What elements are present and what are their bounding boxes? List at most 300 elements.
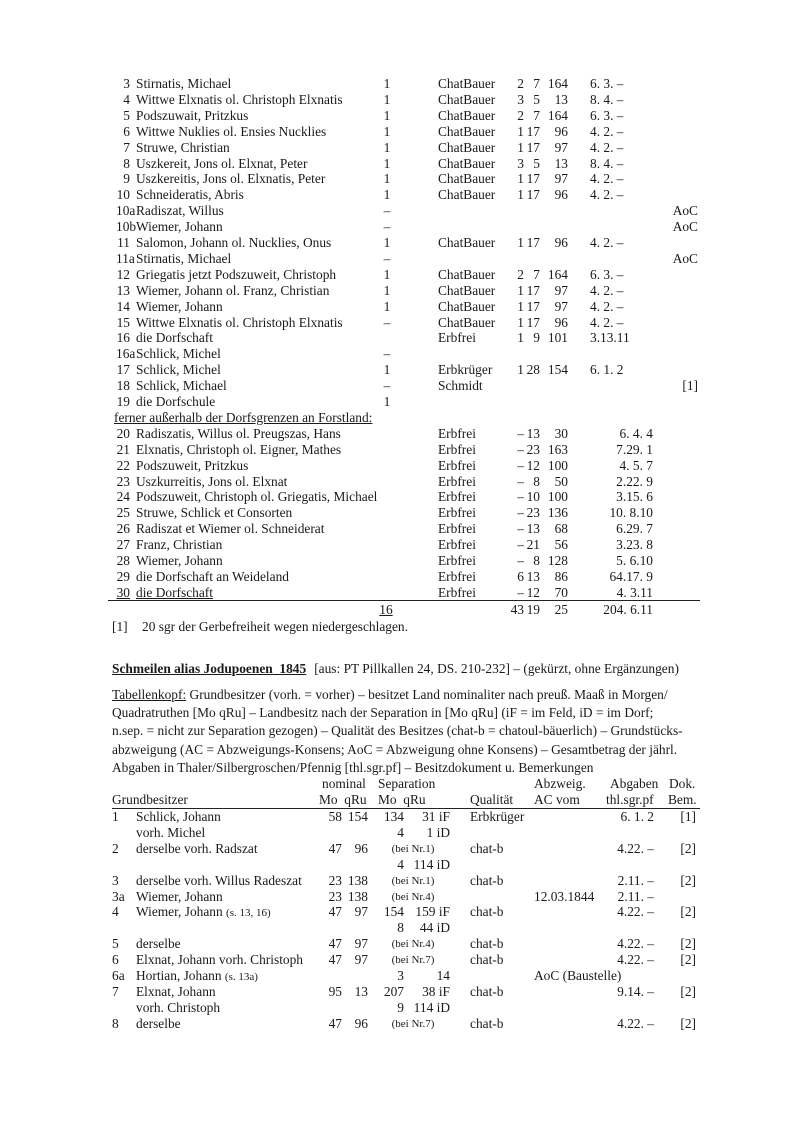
document-remark: [2] — [680, 1015, 696, 1031]
separation-ruthen: 1 iD — [426, 824, 450, 840]
area-b: 5 — [533, 91, 540, 107]
hufe-count: – — [383, 250, 391, 266]
area-b: 12 — [526, 457, 540, 473]
owner-name: Radiszatis, Willus ol. Preugszas, Hans — [136, 425, 341, 441]
area-morgen: – — [517, 537, 524, 553]
row-number: 4 — [123, 91, 130, 107]
hufe-count: 1 — [383, 139, 391, 155]
row-number: 5 — [112, 936, 119, 952]
quality: Erbfrei — [438, 521, 476, 537]
owner-name — [136, 984, 216, 1000]
nominal-ruthen: 97 — [354, 904, 368, 920]
quality: Erbfrei — [438, 473, 476, 489]
dues: 4. 2. – — [590, 139, 624, 155]
table-row — [0, 330, 800, 346]
dues: 6. 4. 4 — [619, 425, 653, 441]
area-morgen: 1 — [517, 330, 524, 346]
document-remark: [2] — [680, 904, 696, 920]
area-b: 17 — [526, 187, 540, 203]
remark: AoC — [672, 203, 698, 219]
table-rule — [108, 600, 700, 601]
description-line — [112, 759, 712, 777]
row-number: 22 — [116, 457, 130, 473]
separation-morgen: 9 — [397, 999, 404, 1015]
area-ruthen: 164 — [547, 76, 568, 91]
quality: Erbfrei — [438, 505, 476, 521]
header-doc-remarks: Bem. — [668, 792, 697, 807]
description-text: n.sep. = nicht zur Separation gezogen) – Qualität des Besitzes (chat-b = chatoul-bäuerlich) – Grundstücks- — [112, 723, 683, 739]
area-b: 7 — [533, 266, 540, 282]
separation-reference: (bei Nr.1) — [391, 842, 435, 855]
table-row — [0, 251, 800, 267]
table-header-row-2 — [0, 792, 800, 808]
quality: ChatBauer — [438, 235, 496, 250]
owner-name: Wiemer, Johann — [136, 219, 223, 235]
owner-name-text: Wiemer, Johann — [136, 888, 223, 904]
separation-ruthen: 38 iF — [422, 983, 450, 999]
area-ruthen: 96 — [554, 235, 568, 250]
quality: Erbfrei — [438, 489, 476, 505]
owner-name: Franz, Christian — [136, 537, 223, 553]
area-b: 7 — [533, 76, 540, 91]
area-b: 21 — [526, 537, 540, 553]
separation-reference: (bei Nr.4) — [391, 938, 435, 951]
area-ruthen: 164 — [547, 266, 568, 282]
area-morgen: 3 — [517, 155, 524, 171]
document-remark: [2] — [680, 983, 696, 999]
nominal-morgen: 47 — [328, 936, 342, 952]
owner-name: Radiszat et Wiemer ol. Schneiderat — [136, 521, 325, 537]
owner-name: Podszuweit, Pritzkus — [136, 457, 249, 473]
dues: 4. 2. – — [590, 298, 624, 314]
remark: AoC — [672, 219, 698, 235]
row-number: 17 — [116, 362, 130, 378]
area-b: 13 — [526, 521, 540, 537]
separation-morgen: 134 — [383, 809, 404, 824]
hufe-count: 1 — [383, 171, 391, 187]
description-text: abzweigung (AC = Abzweigungs-Konsens; AoC = Abzweigung ohne Konsens) – Gesamtbetrag der jährl. — [112, 741, 678, 757]
dues: 2.11. – — [617, 888, 654, 904]
area-ruthen: 30 — [554, 425, 568, 441]
row-number: 3 — [112, 872, 119, 888]
dues: 4. 2. – — [590, 171, 624, 187]
hufe-count: – — [383, 203, 391, 219]
nominal-morgen: 23 — [328, 872, 342, 888]
table-row — [0, 267, 800, 283]
dues: 6. 3. – — [590, 107, 624, 123]
owner-name: Schlick, Michel — [136, 346, 221, 362]
document-remark: [2] — [680, 936, 696, 952]
separation-ruthen: 159 iF — [415, 904, 450, 920]
owner-name: Schlick, Michel — [136, 362, 221, 378]
owner-name — [136, 889, 223, 905]
area-ruthen: 86 — [554, 568, 568, 584]
area-ruthen: 13 — [554, 155, 568, 171]
quality: Erbfrei — [438, 425, 476, 441]
nominal-ruthen: 96 — [354, 840, 368, 856]
area-morgen: – — [517, 521, 524, 537]
dues: 8. 4. – — [590, 91, 624, 107]
area-ruthen: 154 — [547, 362, 568, 378]
area-morgen: 2 — [517, 266, 524, 282]
nominal-morgen: 47 — [328, 1015, 342, 1031]
area-morgen: 1 — [517, 298, 524, 314]
quality: Erbfrei — [438, 584, 476, 600]
row-number: 6a — [112, 968, 125, 983]
hufe-count: 1 — [383, 123, 391, 139]
table-row — [0, 76, 800, 92]
owner-name: Uszkereit, Jons ol. Elxnat, Peter — [136, 155, 308, 171]
row-number: 7 — [123, 139, 130, 155]
quality: Erbkrüger — [438, 362, 493, 378]
area-ruthen: 136 — [547, 505, 568, 521]
table-row — [0, 203, 800, 219]
row-number: 23 — [116, 473, 130, 489]
area-morgen: 1 — [517, 235, 524, 250]
hufe-count: 1 — [383, 298, 391, 314]
table-row — [0, 873, 800, 889]
quality: chat-b — [470, 904, 504, 920]
owner-name-text: Wiemer, Johann — [136, 904, 223, 920]
table-row — [0, 952, 800, 968]
area-b: 13 — [526, 568, 540, 584]
quality: Erbfrei — [438, 330, 476, 346]
quality: ChatBauer — [438, 282, 496, 298]
dues: 10. 8.10 — [609, 505, 653, 521]
quality: ChatBauer — [438, 91, 496, 107]
separation-morgen: 3 — [397, 968, 404, 983]
table-row — [0, 553, 800, 569]
table-row — [0, 171, 800, 187]
header-dues: Abgaben — [610, 776, 659, 791]
table-row — [0, 920, 800, 936]
area-morgen: – — [517, 584, 524, 600]
table-row — [0, 809, 800, 825]
row-number: 8 — [112, 1015, 119, 1031]
branch-consent: 12.03.1844 — [534, 888, 595, 904]
owner-name: Struwe, Schlick et Consorten — [136, 505, 293, 521]
table-row — [0, 904, 800, 920]
separation-ruthen: 114 iD — [413, 999, 450, 1015]
dues: 5. 6.10 — [616, 553, 653, 568]
nominal-morgen: 23 — [328, 888, 342, 904]
dues: 8. 4. – — [590, 155, 624, 171]
footnote-text: 20 sgr der Gerbefreiheit wegen niedergeschlagen. — [142, 618, 408, 634]
section-title-row — [112, 661, 752, 677]
separation-morgen: 4 — [397, 856, 404, 872]
area-ruthen: 96 — [554, 123, 568, 139]
area-morgen: 6 — [517, 568, 524, 584]
totals-row — [0, 602, 800, 618]
dues: 4. 3.11 — [616, 584, 653, 600]
hufe-count: 1 — [383, 362, 391, 378]
document-remark: [2] — [680, 952, 696, 968]
area-ruthen: 97 — [554, 171, 568, 187]
table-row — [0, 235, 800, 251]
quality: chat-b — [470, 840, 504, 856]
hufe-count: 1 — [383, 155, 391, 171]
table-header-row-1 — [0, 776, 800, 792]
dues: 6. 1. 2 — [590, 362, 624, 378]
dues: 6.29. 7 — [616, 521, 653, 537]
quality: ChatBauer — [438, 266, 496, 282]
nominal-morgen: 95 — [328, 983, 342, 999]
row-number: 11 — [117, 235, 130, 250]
dues: 6. 1. 2 — [620, 809, 654, 824]
quality: ChatBauer — [438, 155, 496, 171]
dues: 4. 2. – — [590, 282, 624, 298]
owner-name: die Dorfschaft — [136, 330, 213, 346]
row-number: 10a — [116, 203, 136, 219]
owner-name — [136, 904, 271, 921]
quality: ChatBauer — [438, 76, 496, 91]
area-ruthen: 163 — [547, 441, 568, 457]
dues: 4. 2. – — [590, 187, 624, 203]
area-morgen: 2 — [517, 107, 524, 123]
dues: 4.22. – — [617, 952, 654, 968]
owner-name — [136, 1000, 220, 1016]
separation-reference: (bei Nr.4) — [391, 890, 435, 903]
row-number: 10 — [116, 187, 130, 203]
row-number: 9 — [123, 171, 130, 187]
header-nominal-units: Mo qRu — [319, 792, 367, 807]
header-separation: Separation — [378, 776, 436, 791]
total-hufe: 16 — [379, 601, 393, 617]
owner-name: Schlick, Michael — [136, 378, 227, 394]
owner-name — [136, 1016, 181, 1032]
area-morgen: 2 — [517, 76, 524, 91]
area-morgen: 3 — [517, 91, 524, 107]
table-row — [0, 315, 800, 331]
table-row — [0, 140, 800, 156]
row-number: 14 — [116, 298, 130, 314]
quality: chat-b — [470, 872, 504, 888]
owner-name: Griegatis jetzt Podszuweit, Christoph — [136, 266, 337, 282]
quality: Erbfrei — [438, 553, 476, 568]
owner-name: Struwe, Christian — [136, 139, 230, 155]
row-number: 18 — [116, 378, 130, 394]
table-row — [0, 442, 800, 458]
area-ruthen: 164 — [547, 107, 568, 123]
separation-ruthen: 114 iD — [413, 856, 450, 872]
area-ruthen: 101 — [547, 330, 568, 346]
quality: ChatBauer — [438, 298, 496, 314]
table-row — [0, 346, 800, 362]
header-nominal: nominal — [322, 776, 366, 791]
row-number: 13 — [116, 282, 130, 298]
dues: 4.22. – — [617, 936, 654, 952]
owner-name-text: vorh. Christoph — [136, 999, 221, 1015]
table-row — [0, 936, 800, 952]
area-b: 17 — [526, 235, 540, 250]
row-number: 15 — [116, 314, 130, 330]
quality: chat-b — [470, 936, 504, 952]
dues: 4. 2. – — [590, 235, 624, 250]
area-ruthen: 97 — [554, 139, 568, 155]
dues: 4.22. – — [617, 840, 654, 856]
nominal-morgen: 47 — [328, 952, 342, 968]
area-b: 12 — [526, 584, 540, 600]
document-remark: [2] — [680, 840, 696, 856]
row-number: 16a — [116, 346, 136, 362]
table-row — [0, 108, 800, 124]
quality: ChatBauer — [438, 314, 496, 330]
owner-name: Wiemer, Johann ol. Franz, Christian — [136, 282, 330, 298]
table-header-description — [112, 686, 712, 777]
area-morgen: 1 — [517, 123, 524, 139]
row-number: 8 — [123, 155, 130, 171]
row-number: 21 — [116, 441, 130, 457]
quality: Erbkrüger — [470, 809, 525, 824]
table-row — [0, 569, 800, 585]
area-ruthen: 50 — [554, 473, 568, 489]
owner-name-text: derselbe — [136, 1015, 181, 1031]
table-row — [0, 1016, 800, 1032]
area-b: 17 — [526, 123, 540, 139]
cross-reference-note: (s. 13a) — [224, 971, 258, 983]
table-row — [0, 1000, 800, 1016]
nominal-morgen: 47 — [328, 840, 342, 856]
area-b: 17 — [526, 298, 540, 314]
owner-name: Salomon, Johann ol. Nucklies, Onus — [136, 235, 332, 250]
area-b: 10 — [526, 489, 540, 505]
remark: [1] — [682, 378, 698, 394]
table-row — [0, 857, 800, 873]
nominal-morgen: 58 — [328, 809, 342, 824]
area-b: 23 — [526, 505, 540, 521]
hufe-count: 1 — [383, 76, 391, 91]
nominal-ruthen: 138 — [347, 888, 368, 904]
document-remark: [2] — [680, 872, 696, 888]
footnote — [0, 619, 800, 635]
owner-name: Elxnatis, Christoph ol. Eigner, Mathes — [136, 441, 342, 457]
quality: Schmidt — [438, 378, 483, 394]
area-ruthen: 68 — [554, 521, 568, 537]
area-b: 8 — [533, 473, 540, 489]
table-row — [0, 92, 800, 108]
description-text: Quadratruthen [Mo qRu] – Landbesitz nach der Separation in [Mo qRu] (iF = im Feld, iD = im Dorf; — [112, 705, 654, 721]
table-row — [0, 378, 800, 394]
nominal-ruthen: 13 — [354, 983, 368, 999]
area-b: 17 — [526, 282, 540, 298]
owner-name: die Dorfschule — [136, 394, 216, 409]
table-row — [0, 505, 800, 521]
table-row — [0, 889, 800, 905]
dues: 4. 2. – — [590, 123, 624, 139]
dues: 9.14. – — [617, 983, 654, 999]
area-b: 17 — [526, 171, 540, 187]
header-branch-date: AC vom — [534, 792, 580, 807]
owner-name — [136, 841, 258, 857]
row-number: 2 — [112, 840, 119, 856]
owner-name — [136, 936, 181, 952]
area-morgen: – — [517, 473, 524, 489]
quality: ChatBauer — [438, 171, 496, 187]
dues: 3.15. 6 — [616, 489, 653, 505]
area-ruthen: 128 — [547, 553, 568, 568]
owner-name: Uszkurreitis, Jons ol. Elxnat — [136, 473, 288, 489]
table-row — [0, 984, 800, 1000]
row-number: 19 — [116, 394, 130, 409]
header-branch: Abzweig. — [534, 776, 586, 791]
row-number: 11a — [116, 250, 135, 266]
quality: ChatBauer — [438, 187, 496, 203]
quality: ChatBauer — [438, 123, 496, 139]
hufe-count: 1 — [383, 266, 391, 282]
row-number: 25 — [116, 505, 130, 521]
nominal-ruthen: 97 — [354, 952, 368, 968]
dues: 4.22. – — [617, 904, 654, 920]
table-row — [0, 537, 800, 553]
owner-name: Wittwe Nuklies ol. Ensies Nucklies — [136, 123, 327, 139]
row-number: 24 — [116, 489, 130, 505]
total-morgen: 43 — [510, 601, 524, 617]
area-ruthen: 96 — [554, 187, 568, 203]
hufe-count: 1 — [383, 187, 391, 203]
hufe-count: 1 — [383, 282, 391, 298]
separation-morgen: 4 — [397, 824, 404, 840]
area-b: 8 — [533, 553, 540, 568]
area-ruthen: 13 — [554, 91, 568, 107]
owner-name-text: derselbe — [136, 936, 181, 952]
remark: AoC — [672, 250, 698, 266]
row-number: 16 — [116, 330, 130, 346]
owner-name — [136, 873, 302, 889]
separation-reference: (bei Nr.1) — [391, 874, 435, 887]
area-b: 28 — [526, 362, 540, 378]
hufe-count: 1 — [383, 394, 391, 409]
table-row — [0, 458, 800, 474]
separation-morgen: 154 — [383, 904, 404, 920]
row-number: 5 — [123, 107, 130, 123]
quality: Erbfrei — [438, 457, 476, 473]
dues: 3.13.11 — [590, 330, 630, 346]
quality: Erbfrei — [438, 441, 476, 457]
branch-consent: AoC (Baustelle) — [534, 968, 622, 983]
description-text: Abgaben in Thaler/Silbergroschen/Pfennig [thl.sgr.pf] – Besitzdokument u. Bemerkungen — [112, 759, 594, 775]
row-number: 26 — [116, 521, 130, 537]
area-ruthen: 97 — [554, 282, 568, 298]
owner-name: Uszkereitis, Jons ol. Elxnatis, Peter — [136, 171, 326, 187]
total-ruthen: 25 — [554, 601, 568, 617]
table-row — [0, 585, 800, 601]
row-number: 7 — [112, 983, 119, 999]
table-row — [0, 521, 800, 537]
area-morgen: 1 — [517, 282, 524, 298]
table-row — [0, 187, 800, 203]
area-b: 17 — [526, 139, 540, 155]
header-label: Tabellenkopf: — [112, 687, 187, 702]
table-row — [0, 841, 800, 857]
row-number: 12 — [116, 266, 130, 282]
separation-ruthen: 31 iF — [422, 809, 450, 824]
owner-name-text: Elxnat, Johann — [136, 983, 216, 999]
table-row — [0, 825, 800, 841]
nominal-morgen: 47 — [328, 904, 342, 920]
cross-reference-note: (s. 13, 16) — [226, 907, 271, 920]
row-number: 29 — [116, 568, 130, 584]
owner-name-text: derselbe vorh. Radszat — [136, 840, 258, 856]
dues: 2.11. – — [617, 872, 654, 888]
owner-name: die Dorfschaft an Weideland — [136, 568, 289, 584]
row-number: 30 — [116, 584, 130, 600]
hufe-count: – — [383, 314, 391, 330]
owner-name: die Dorfschaft — [136, 584, 213, 600]
quality: chat-b — [470, 952, 504, 968]
separation-morgen: 8 — [397, 920, 404, 936]
area-morgen: – — [517, 457, 524, 473]
owner-name — [136, 825, 205, 841]
